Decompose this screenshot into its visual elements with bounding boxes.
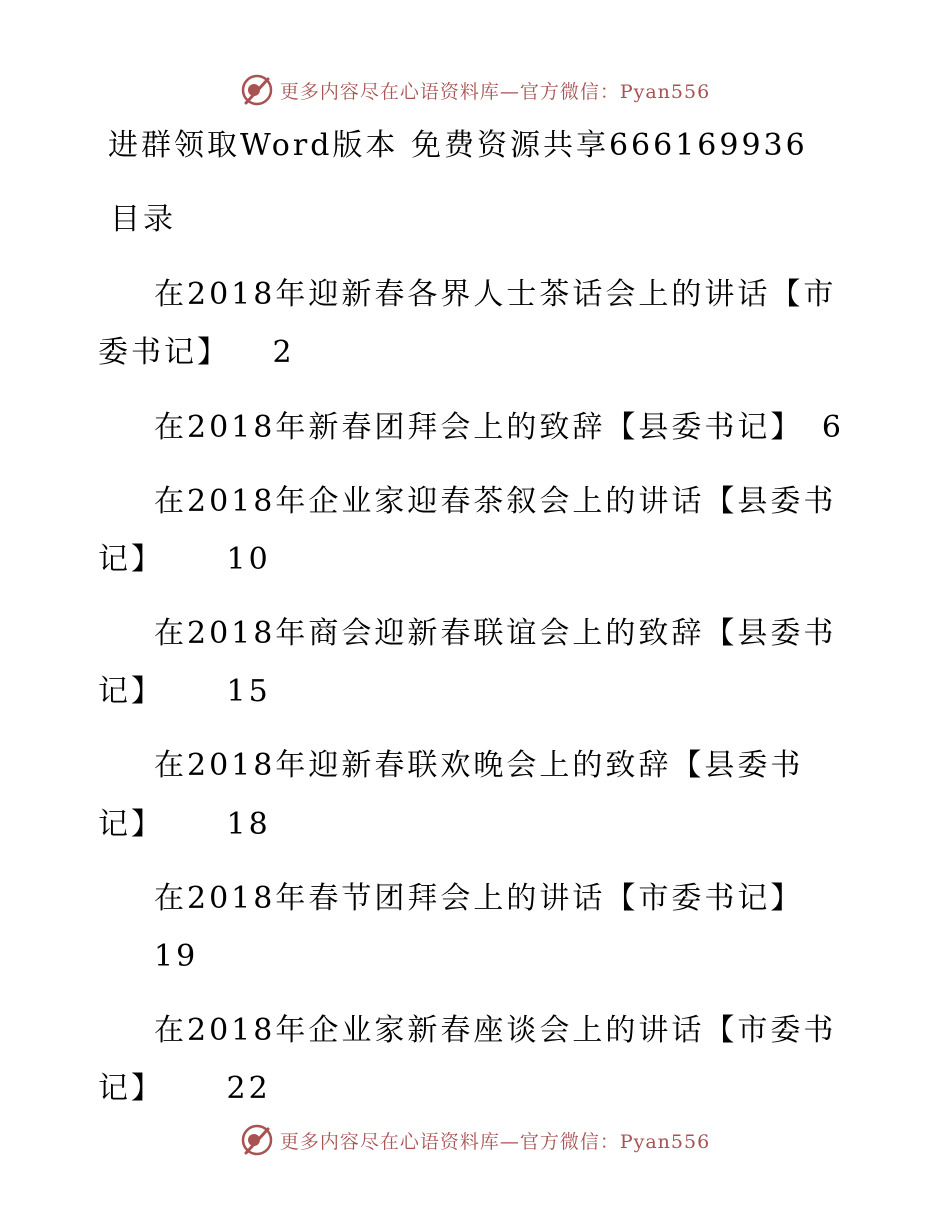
toc-entry-page: 10 (226, 542, 271, 577)
toc-entry-text: 在2018年商会迎新春联谊会上的致辞【县委书 (154, 616, 837, 651)
toc-entry-text: 记】 (98, 807, 164, 842)
toc-entry-text: 在2018年迎新春联欢晚会上的致辞【县委书 (154, 748, 804, 783)
toc-entry-text: 记】 (98, 1071, 164, 1106)
toc-entry-7-cont[interactable] (98, 1069, 271, 1109)
header-banner (0, 70, 950, 110)
toc-entry-4-cont[interactable] (98, 672, 271, 712)
toc-entry-4[interactable] (154, 614, 836, 654)
brush-logo-icon (240, 73, 274, 107)
toc-entry-text: 记】 (98, 542, 164, 577)
toc-entry-text: 在2018年迎新春各界人士茶话会上的讲话【市 (154, 277, 837, 312)
toc-entry-5-cont[interactable] (98, 805, 271, 845)
toc-entry-6-cont[interactable] (154, 937, 198, 977)
toc-entry-text: 委书记】 (98, 335, 230, 370)
footer-banner (0, 1120, 950, 1160)
toc-title: 目录 (110, 202, 176, 237)
toc-entry-page: 19 (154, 939, 199, 974)
toc-entry-text: 在2018年新春团拜会上的致辞【县委书记】 (154, 410, 804, 445)
toc-entry-page: 18 (226, 807, 271, 842)
toc-entry-2[interactable] (154, 408, 844, 448)
toc-entry-1-cont[interactable] (98, 333, 295, 373)
toc-entry-7[interactable] (154, 1011, 836, 1051)
footer-banner-text: 更多内容尽在心语资料库—官方微信：Pyan556 (279, 1130, 711, 1153)
toc-entry-text: 在2018年企业家迎春茶叙会上的讲话【县委书 (154, 484, 837, 519)
brush-logo-icon (240, 1123, 274, 1157)
toc-entry-5[interactable] (154, 746, 803, 786)
promo-text: 进群领取Word版本 免费资源共享666169936 (108, 128, 808, 163)
toc-entry-page: 15 (226, 674, 271, 709)
toc-entry-6[interactable] (154, 879, 803, 919)
toc-entry-text: 记】 (98, 674, 164, 709)
toc-entry-3[interactable] (154, 482, 836, 522)
toc-entry-text: 在2018年企业家新春座谈会上的讲话【市委书 (154, 1013, 837, 1048)
toc-entry-3-cont[interactable] (98, 540, 271, 580)
toc-entry-1[interactable] (154, 275, 836, 315)
toc-entry-page: 6 (821, 410, 844, 445)
toc-entry-text: 在2018年春节团拜会上的讲话【市委书记】 (154, 881, 804, 916)
header-banner-text: 更多内容尽在心语资料库—官方微信：Pyan556 (279, 80, 711, 103)
toc-entry-page: 22 (226, 1071, 271, 1106)
toc-entry-page: 2 (272, 335, 295, 370)
